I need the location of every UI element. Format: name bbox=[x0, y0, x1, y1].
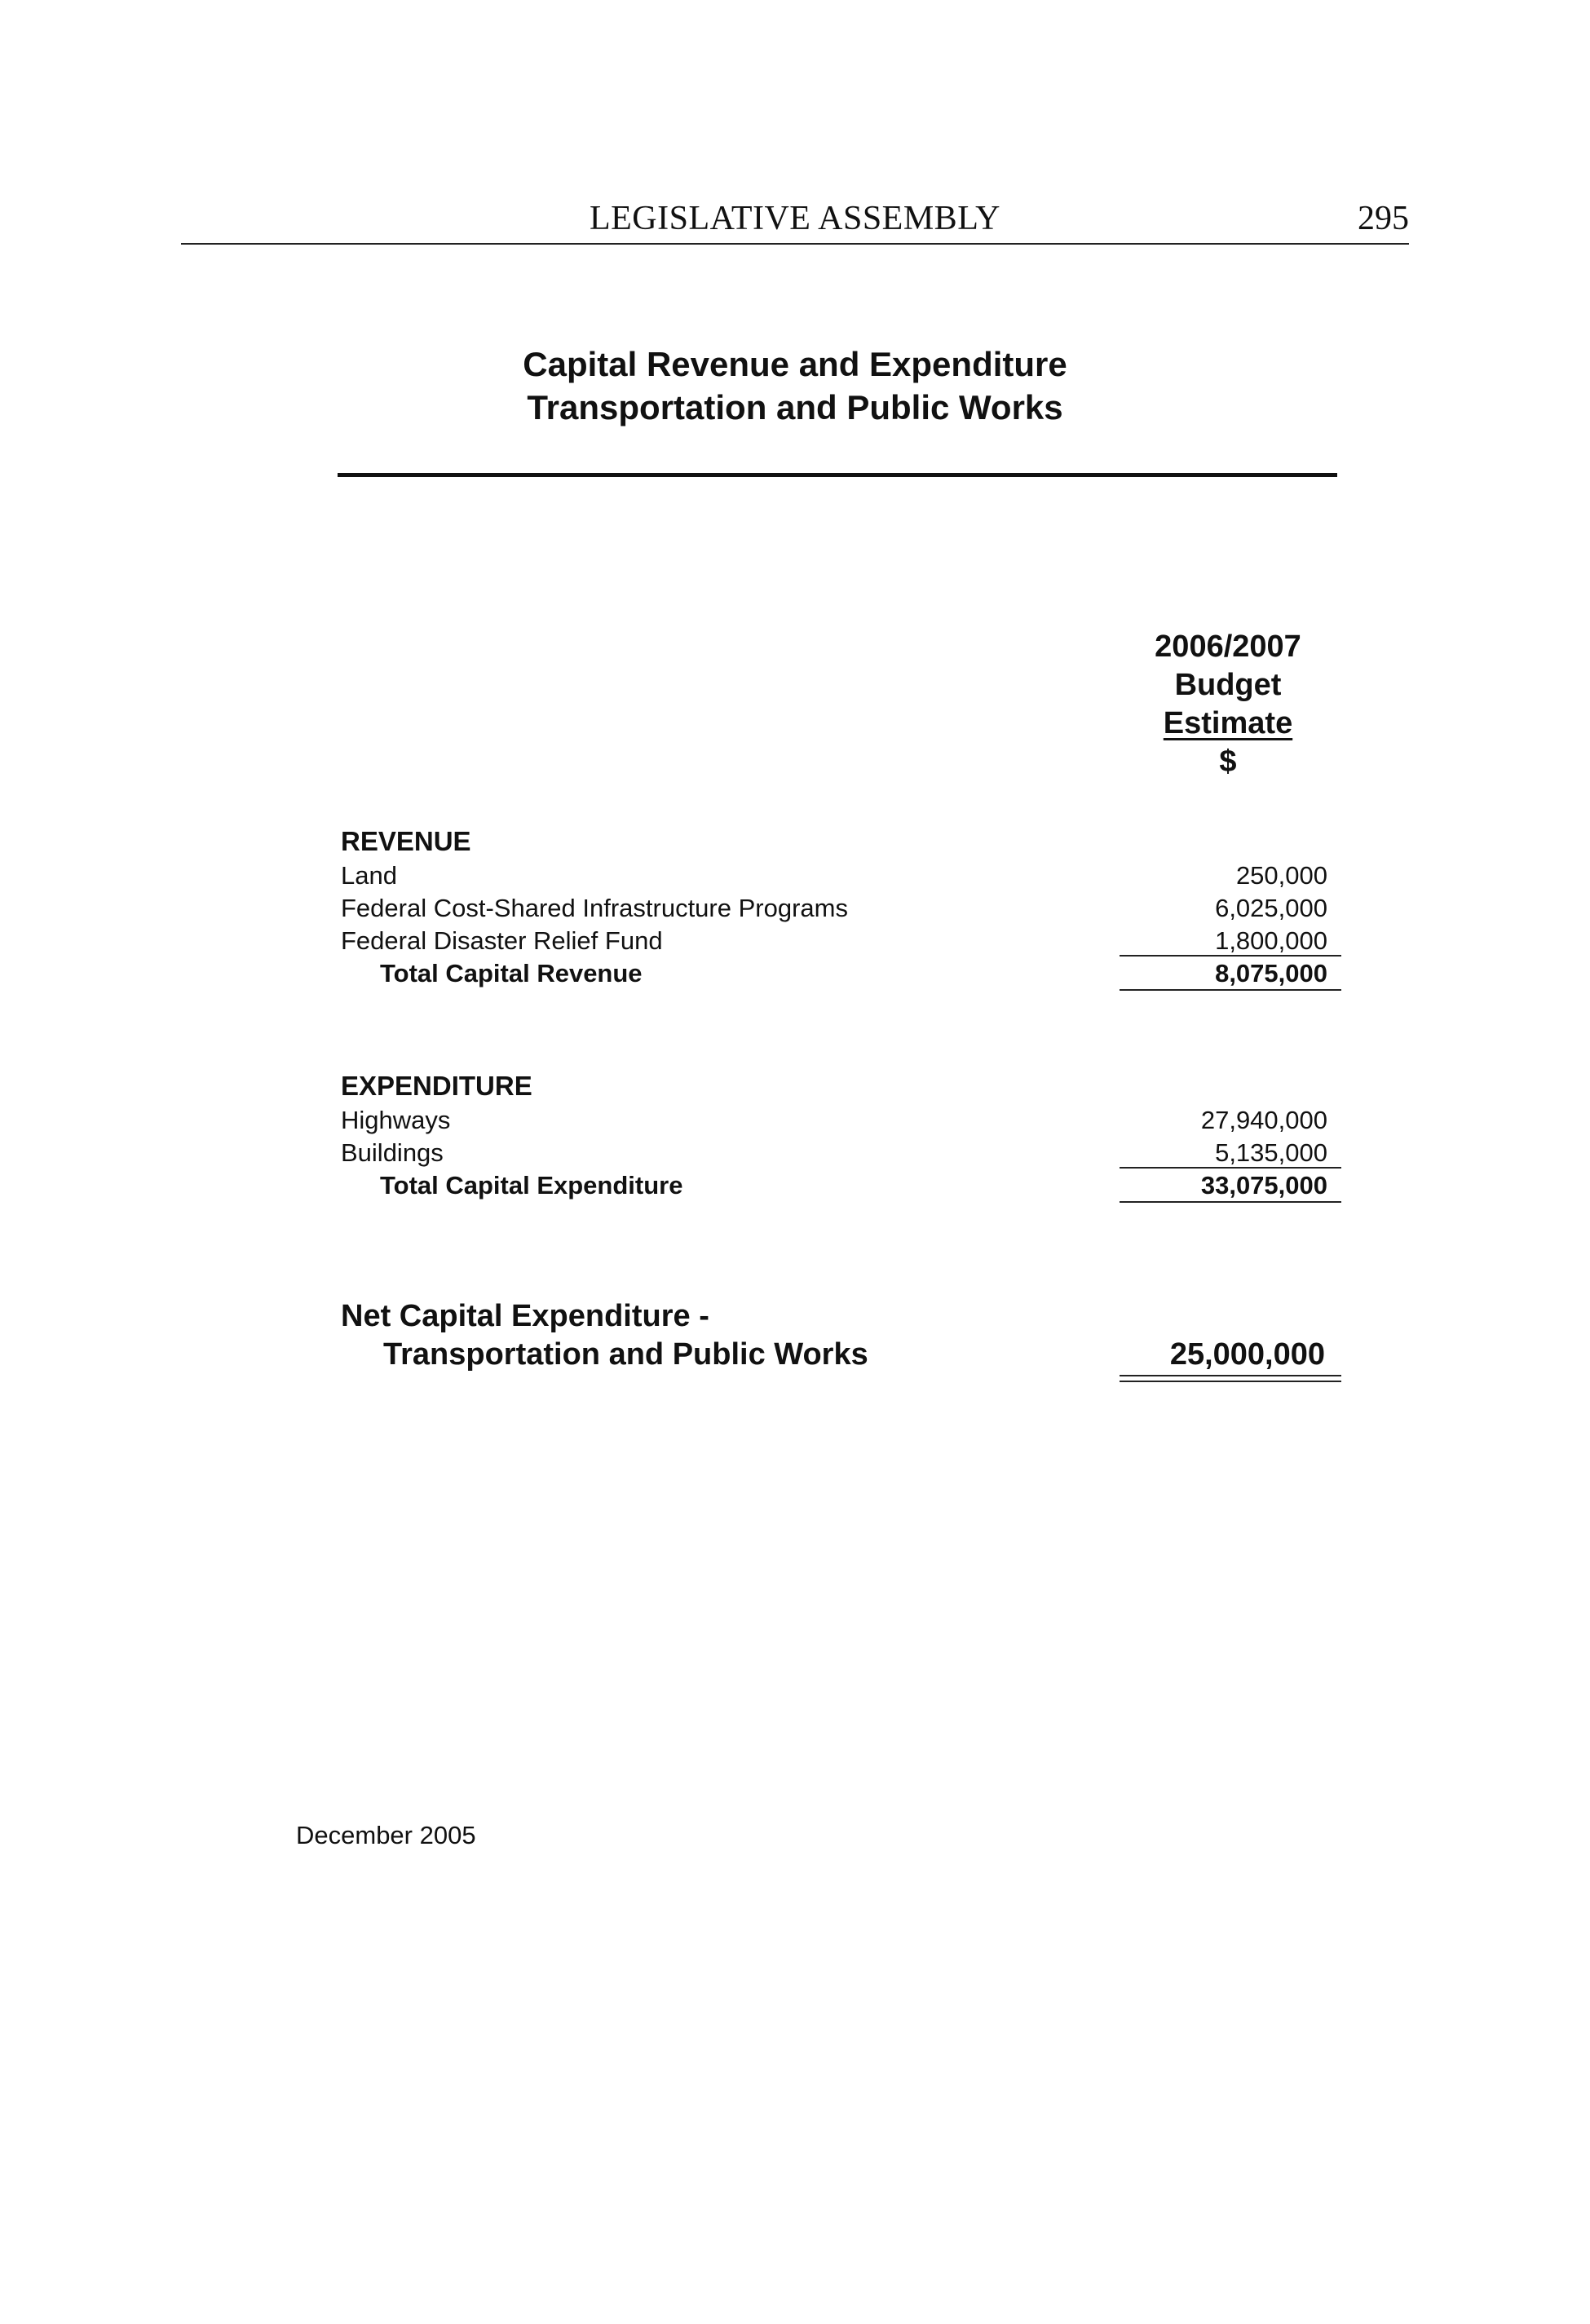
net-label-line-2: Transportation and Public Works bbox=[383, 1337, 868, 1372]
expenditure-row-label-highways: Highways bbox=[341, 1106, 451, 1134]
expenditure-row-amount-highways: 27,940,000 bbox=[1200, 1106, 1327, 1134]
revenue-row-label-land: Land bbox=[341, 861, 397, 890]
document-title-line-2: Transportation and Public Works bbox=[527, 388, 1063, 426]
revenue-row-label-disaster-relief: Federal Disaster Relief Fund bbox=[341, 926, 663, 955]
expenditure-subtotal-rule bbox=[1120, 1167, 1341, 1169]
revenue-heading: REVENUE bbox=[341, 826, 471, 856]
revenue-subtotal-rule bbox=[1120, 955, 1341, 957]
revenue-row-label-federal-infrastructure: Federal Cost-Shared Infrastructure Programs bbox=[341, 894, 848, 922]
column-header-budget: Budget bbox=[1174, 668, 1282, 702]
revenue-total-rule bbox=[1120, 989, 1341, 991]
expenditure-row-amount-buildings: 5,135,000 bbox=[1215, 1138, 1327, 1167]
revenue-row-amount-federal-infrastructure: 6,025,000 bbox=[1215, 894, 1327, 922]
net-double-rule-bottom bbox=[1120, 1381, 1341, 1382]
column-header-currency: $ bbox=[1219, 744, 1237, 779]
expenditure-heading: EXPENDITURE bbox=[341, 1071, 532, 1101]
running-header-title: LEGISLATIVE ASSEMBLY bbox=[590, 200, 1000, 237]
expenditure-total-label: Total Capital Expenditure bbox=[380, 1171, 683, 1200]
revenue-total-amount: 8,075,000 bbox=[1215, 959, 1327, 987]
column-header-year: 2006/2007 bbox=[1155, 630, 1301, 664]
title-rule bbox=[338, 473, 1337, 477]
expenditure-total-rule bbox=[1120, 1201, 1341, 1203]
document-title-line-1: Capital Revenue and Expenditure bbox=[523, 345, 1067, 383]
revenue-row-amount-land: 250,000 bbox=[1235, 861, 1327, 890]
page-number: 295 bbox=[1358, 200, 1409, 237]
net-double-rule-top bbox=[1120, 1375, 1341, 1376]
column-header-estimate-wrap bbox=[1117, 706, 1339, 741]
header-rule bbox=[181, 243, 1409, 245]
net-amount: 25,000,000 bbox=[1169, 1337, 1325, 1372]
expenditure-total-amount: 33,075,000 bbox=[1200, 1171, 1327, 1200]
revenue-row-amount-disaster-relief: 1,800,000 bbox=[1215, 926, 1327, 955]
expenditure-row-label-buildings: Buildings bbox=[341, 1138, 444, 1167]
net-label-line-1: Net Capital Expenditure - bbox=[341, 1299, 709, 1333]
footer-date: December 2005 bbox=[296, 1821, 476, 1849]
revenue-total-label: Total Capital Revenue bbox=[380, 959, 643, 987]
column-header-estimate: Estimate bbox=[1163, 706, 1293, 740]
